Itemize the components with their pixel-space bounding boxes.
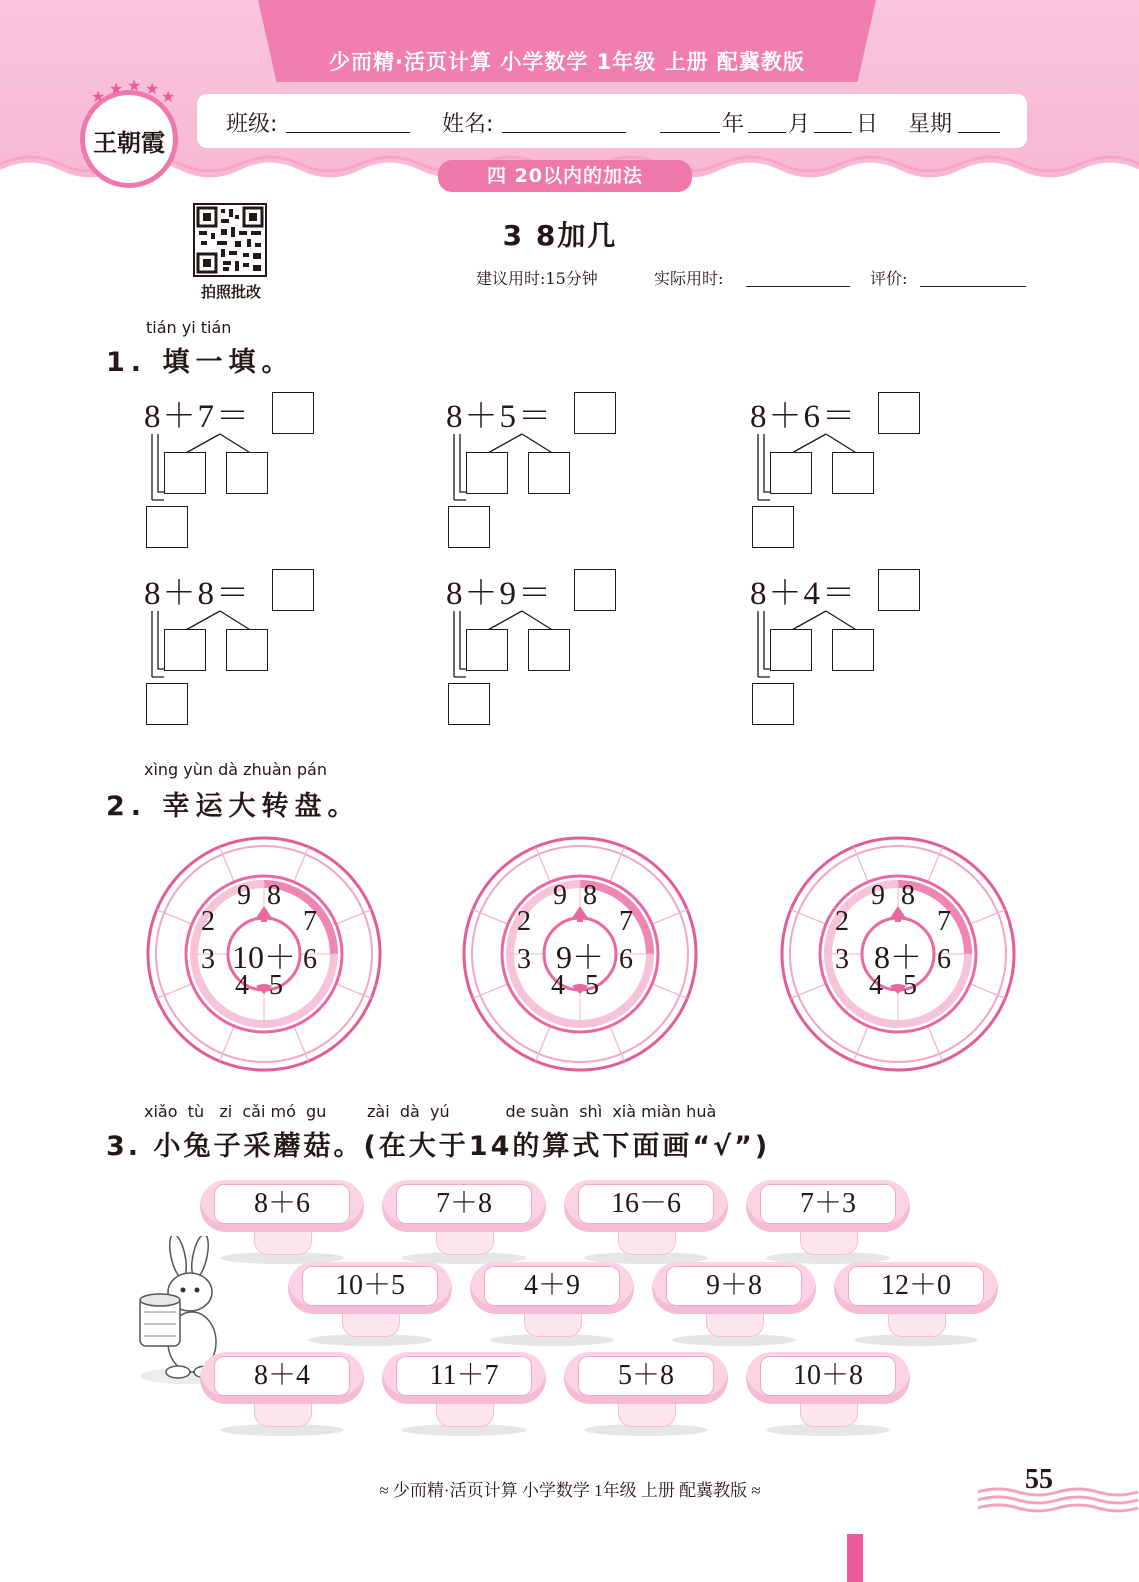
wheel-number: 7 [937,906,951,937]
fill-problem [750,573,950,743]
mushroom[interactable] [382,1180,546,1270]
name-field[interactable] [502,108,626,133]
wheel-center: 9＋ [555,939,604,975]
fill-problem [750,396,950,566]
partial-sum-box[interactable] [146,506,188,548]
answer-box[interactable] [272,569,314,611]
wheel-number: 3 [517,944,531,975]
class-field[interactable] [286,108,410,133]
footer-text: ≈ 少而精·活页计算 小学数学 1年级 上册 配冀教版 ≈ [379,1481,761,1500]
mushroom[interactable] [470,1262,634,1352]
mushroom-stem [706,1310,764,1337]
fill-problem [446,573,646,743]
split-box[interactable] [226,629,268,671]
wheel-number: 6 [937,944,951,975]
mushroom[interactable] [382,1352,546,1442]
mushroom-expression: 4＋9 [484,1266,620,1306]
mushroom-expression: 11＋7 [396,1356,532,1396]
page-number: 55 [1025,1464,1053,1495]
mushroom-expression: 7＋3 [760,1184,896,1224]
answer-box[interactable] [272,392,314,434]
day-field[interactable] [814,108,852,133]
wheel-number: 4 [551,970,565,1001]
mushroom-expression: 5＋8 [578,1356,714,1396]
wheel-number: 8 [583,880,597,911]
split-box[interactable] [770,629,812,671]
mushroom-expression: 12＋0 [848,1266,984,1306]
mushroom-stem [800,1228,858,1255]
mushroom[interactable] [834,1262,998,1352]
wheel-center: 10＋ [231,939,296,975]
qr-label: 拍照批改 [200,283,261,301]
problem-expression: 8＋7＝ [144,399,251,435]
month-label: 月 [788,112,811,137]
actual-time-field[interactable] [746,286,850,287]
mushroom-stem [888,1310,946,1337]
mushroom-expression: 7＋8 [396,1184,532,1224]
wheel-number: 2 [835,906,849,937]
wheel-number: 5 [585,970,599,1001]
mushroom[interactable] [288,1262,452,1352]
wheel-number: 9 [237,880,251,911]
wheel-number: 5 [269,970,283,1001]
answer-box[interactable] [574,569,616,611]
split-box[interactable] [528,629,570,671]
weekday-field[interactable] [958,108,1000,133]
mushroom-stem [254,1400,312,1427]
mushroom[interactable] [564,1352,728,1442]
problem-expression: 8＋6＝ [750,399,857,435]
split-box[interactable] [466,452,508,494]
section2-title: 2. 幸运大转盘。 [106,791,361,822]
section3-title: 3. 小兔子采蘑菇。(在大于14的算式下面画“√”) [106,1131,771,1162]
unit-title: 四 20以内的加法 [438,160,692,192]
footer-wave [978,1486,1139,1516]
mushroom-expression: 8＋6 [214,1184,350,1224]
star-icon: ★ [91,87,106,106]
name-label: 姓名: [442,112,494,137]
wheel-number: 5 [903,970,917,1001]
star-icon: ★ [145,79,160,98]
mushroom-stem [800,1400,858,1427]
evaluation-field[interactable] [920,286,1026,287]
mushroom-stem [254,1228,312,1255]
wheel-number: 8 [267,880,281,911]
section1-pinyin: tián yi tián [146,318,232,337]
split-box[interactable] [164,452,206,494]
suggested-time: 建议用时:15分钟 [476,269,598,288]
fill-problem [446,396,646,566]
split-box[interactable] [770,452,812,494]
mushroom-expression: 9＋8 [666,1266,802,1306]
section2-pinyin: xìng yùn dà zhuàn pán [144,760,327,779]
bottom-tab [847,1534,863,1582]
wheel-center: 8＋ [873,939,922,975]
mushroom[interactable] [652,1262,816,1352]
mushroom-expression: 10＋8 [760,1356,896,1396]
split-box[interactable] [226,452,268,494]
partial-sum-box[interactable] [448,506,490,548]
lucky-wheel [146,836,382,1072]
wheel-number: 6 [619,944,633,975]
problem-expression: 8＋8＝ [144,576,251,612]
section3-pinyin: xiǎo tù zi cǎi mó gu zài dà yú de suàn shì xià miàn huà [144,1102,717,1121]
star-icon: ★ [161,87,176,106]
problem-expression: 8＋9＝ [446,576,553,612]
mushroom-stem [618,1400,676,1427]
wheel-number: 7 [303,906,317,937]
mushroom[interactable] [200,1180,364,1270]
star-icon: ★ [109,79,124,98]
wheel-number: 2 [201,906,215,937]
year-field[interactable] [660,108,720,133]
mushroom-expression: 16－6 [578,1184,714,1224]
publisher-logo [80,76,178,188]
partial-sum-box[interactable] [752,506,794,548]
logo-text: 王朝霞 [93,128,165,157]
evaluation-label: 评价: [870,269,908,288]
actual-time-label: 实际用时: [654,269,724,288]
wheel-number: 3 [835,944,849,975]
section1-title: 1. 填一填。 [106,347,295,378]
lesson-title: 3 8加几 [502,219,618,252]
mushroom-stem [618,1228,676,1255]
wheel-number: 4 [869,970,883,1001]
wheel-number: 9 [553,880,567,911]
answer-box[interactable] [878,569,920,611]
split-box[interactable] [832,629,874,671]
class-label: 班级: [226,112,278,137]
mushroom-stem [342,1310,400,1337]
weekday-label: 星期 [908,112,953,137]
mushroom-expression: 8＋4 [214,1356,350,1396]
lucky-wheel [780,836,1016,1072]
answer-box[interactable] [878,392,920,434]
fill-problem [144,396,344,566]
day-label: 日 [856,112,879,137]
month-field[interactable] [748,108,786,133]
wheel-number: 2 [517,906,531,937]
problem-expression: 8＋4＝ [750,576,857,612]
split-box[interactable] [528,452,570,494]
partial-sum-box[interactable] [448,683,490,725]
mushroom-stem [436,1400,494,1427]
mushroom-stem [436,1228,494,1255]
wheel-number: 7 [619,906,633,937]
mushroom[interactable] [564,1180,728,1270]
mushroom-stem [524,1310,582,1337]
wheel-number: 8 [901,880,915,911]
wheel-number: 3 [201,944,215,975]
split-box[interactable] [832,452,874,494]
mushroom[interactable] [746,1352,910,1442]
mushroom-expression: 10＋5 [302,1266,438,1306]
year-label: 年 [722,112,745,137]
qr-code-icon [195,205,265,275]
problem-expression: 8＋5＝ [446,399,553,435]
mushroom[interactable] [200,1352,364,1442]
wheel-number: 9 [871,880,885,911]
wheel-number: 4 [235,970,249,1001]
qr-code[interactable] [193,203,267,277]
split-box[interactable] [466,629,508,671]
answer-box[interactable] [574,392,616,434]
star-icon: ★ [127,76,142,95]
partial-sum-box[interactable] [146,683,188,725]
mushroom[interactable] [746,1180,910,1270]
fill-problem [144,573,344,743]
series-title: 少而精·活页计算 小学数学 1年级 上册 配冀教版 [329,50,805,74]
lucky-wheel [462,836,698,1072]
split-box[interactable] [164,629,206,671]
partial-sum-box[interactable] [752,683,794,725]
wheel-number: 6 [303,944,317,975]
